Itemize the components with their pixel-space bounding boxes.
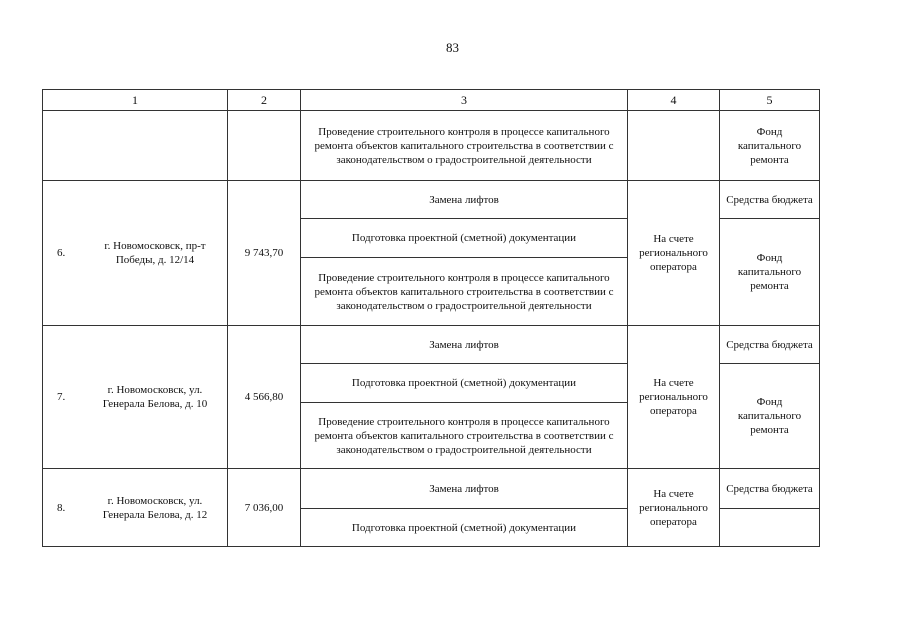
column-header: 5 <box>720 90 820 111</box>
cost-cell: 4 566,80 <box>228 326 301 469</box>
address-cell <box>43 181 228 326</box>
column-header: 2 <box>228 90 301 111</box>
source-cell: Средства бюджета <box>720 326 820 364</box>
source-cell: Фонд капитального ремонта <box>720 364 820 469</box>
column-header: 1 <box>43 90 228 111</box>
row-number: 6. <box>57 247 66 259</box>
work-cell: Замена лифтов <box>301 181 628 219</box>
row-number: 7. <box>57 391 66 403</box>
source-cell: Фонд капитального ремонта <box>720 219 820 326</box>
executor-cell: На счете регионального оператора <box>628 181 720 326</box>
repair-table <box>42 89 820 547</box>
source-cell: Фонд капитального ремонта <box>720 111 820 181</box>
empty-cell <box>628 111 720 181</box>
address: г. Новомосковск, ул. Генерала Белова, д. 12 <box>102 494 208 521</box>
row-number: 8. <box>57 501 66 514</box>
work-cell: Проведение строительного контроля в процессе капитального ремонта объектов капитального строительства в соответствии с законодательством о градостроительной деятельности <box>301 111 628 181</box>
table-row <box>43 181 820 219</box>
address: г. Новомосковск, пр-т Победы, д. 12/14 <box>104 240 206 266</box>
empty-cell <box>228 111 301 181</box>
work-cell: Проведение строительного контроля в процессе капитального ремонта объектов капитального строительства в соответствии с законодательством о градостроительной деятельности <box>301 258 628 326</box>
address: г. Новомосковск, ул. Генерала Белова, д. 10 <box>102 384 208 410</box>
source-cell: Средства бюджета <box>720 469 820 509</box>
work-cell: Проведение строительного контроля в процессе капитального ремонта объектов капитального строительства в соответствии с законодательством о градостроительной деятельности <box>301 403 628 469</box>
page-number: 83 <box>446 40 459 55</box>
work-cell: Подготовка проектной (сметной) документации <box>301 364 628 403</box>
empty-cell <box>43 111 228 181</box>
column-header: 4 <box>628 90 720 111</box>
column-header: 3 <box>301 90 628 111</box>
work-cell: Подготовка проектной (сметной) документации <box>301 509 628 547</box>
executor-cell: На счете регионального оператора <box>628 469 720 547</box>
cost-cell: 9 743,70 <box>228 181 301 326</box>
header-row <box>43 90 820 111</box>
work-cell: Замена лифтов <box>301 469 628 509</box>
address-cell <box>43 469 228 547</box>
cost-cell: 7 036,00 <box>228 469 301 547</box>
table-row <box>43 469 820 509</box>
work-cell: Замена лифтов <box>301 326 628 364</box>
table-row <box>43 326 820 364</box>
source-cell <box>720 509 820 547</box>
source-cell: Средства бюджета <box>720 181 820 219</box>
address-cell <box>43 326 228 469</box>
work-cell: Подготовка проектной (сметной) документации <box>301 219 628 258</box>
executor-cell: На счете регионального оператора <box>628 326 720 469</box>
table-row <box>43 111 820 181</box>
